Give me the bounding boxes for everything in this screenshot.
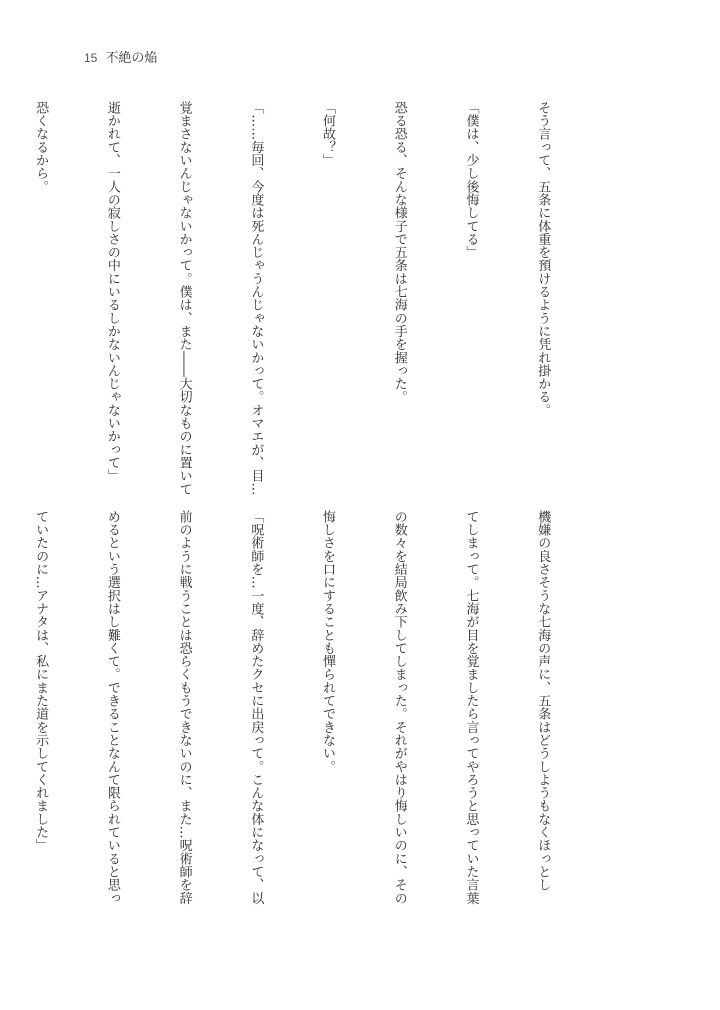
text-line: 逝かれて、一人の寂しさの中にいるしかないんじゃないかって」 [104,101,120,483]
upper-text-block [33,101,602,496]
text-line: 悔しさを口にすることも憚られてできない。 [320,510,336,773]
text-line: 機嫌の良さそうな七海の声に、五条はどうしようもなくほっとし [535,510,551,892]
text-line: てしまって。七海が目を覚ましたら言ってやろうと思っていた言葉 [463,510,479,905]
text-line: ていたのに…アナタは、私にまた道を示してくれました」 [33,510,49,852]
text-line: 「何故？」 [320,101,336,167]
lower-text-block [33,510,602,910]
text-line: そう言って、五条に体重を預けるように凭れ掛かる。 [535,101,551,417]
text-line: 恐くなるから。 [33,101,49,194]
book-title: 不絶の焔 [105,51,158,66]
text-line: 「……毎回、今度は死んじゃうんじゃないかって。オマエが、目… [248,101,264,496]
text-line: 前のように戦うことは恐らくもうできないのに、また…呪術師を辞 [176,510,192,905]
text-line: めるという選択はし難くて。できることなんて限られていると思っ [104,510,120,905]
text-line: 恐る恐る、そんな様子で五条は七海の手を握った。 [391,101,407,404]
text-line: の数々を結局飲み下してしまった。それがやはり悔しいのに、その [391,510,407,905]
page-header [84,47,157,66]
text-line: 「僕は、少し後悔してる」 [463,101,479,259]
text-line: 「呪術師を…一度、辞めたクセに出戻って。こんな体になって、以 [248,510,264,905]
text-line: 覚まさないんじゃないかって。僕は、また――大切なものに置いて [176,101,192,496]
page-number: 15 [84,51,98,65]
